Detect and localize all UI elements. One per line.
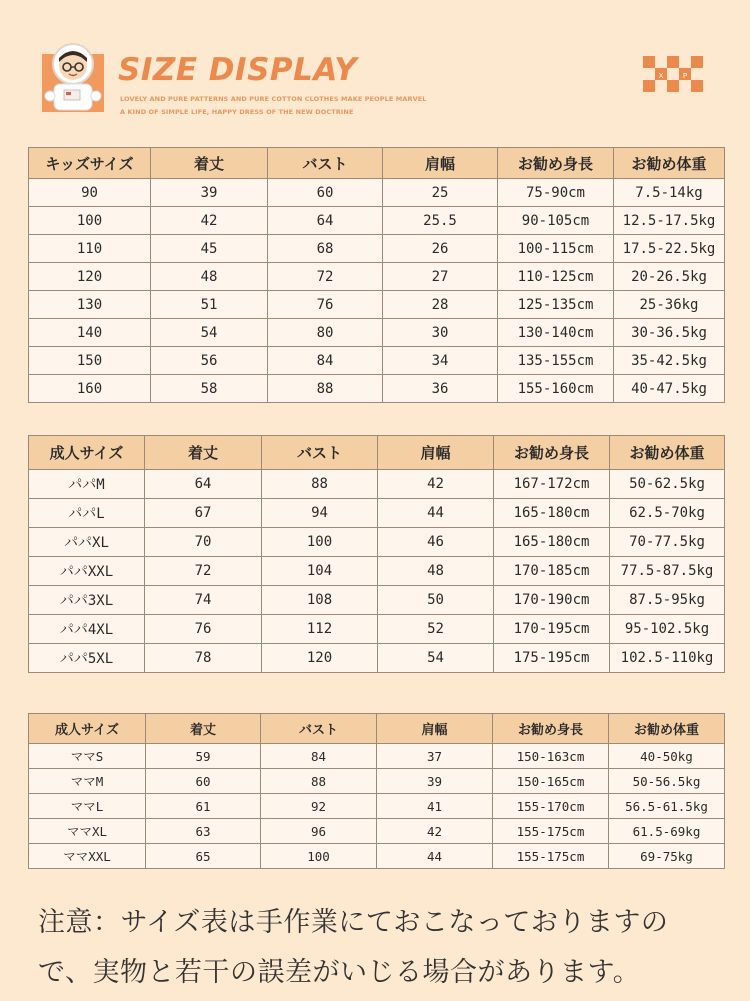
- table-row: [29, 844, 725, 869]
- table-cell: 165-180cm: [494, 528, 610, 557]
- table-cell: 84: [268, 347, 383, 375]
- table-header-row: [29, 436, 725, 470]
- table-cell: 110: [29, 235, 151, 263]
- table-cell: 50: [378, 586, 494, 615]
- table-cell: 90-105cm: [498, 207, 614, 235]
- table-cell: ママXXL: [29, 844, 146, 869]
- table-cell: 130-140cm: [498, 319, 614, 347]
- table-cell: パパXL: [29, 528, 145, 557]
- kids-size-table: [28, 147, 725, 403]
- table-cell: 44: [377, 844, 493, 869]
- table-cell: 170-185cm: [494, 557, 610, 586]
- column-header: お勧め身長: [498, 148, 614, 179]
- table-cell: 41: [377, 794, 493, 819]
- table-cell: 155-160cm: [498, 375, 614, 403]
- column-header: 着丈: [146, 714, 261, 744]
- column-header: お勧め体重: [614, 148, 725, 179]
- mama-size-table: [28, 713, 725, 869]
- column-header: 成人サイズ: [29, 436, 145, 470]
- table-cell: 44: [378, 499, 494, 528]
- brand-letter-p: P: [682, 72, 688, 80]
- table-cell: 40-50kg: [609, 744, 725, 769]
- table-cell: 64: [145, 470, 262, 499]
- column-header: お勧め身長: [494, 436, 610, 470]
- table-cell: パパM: [29, 470, 145, 499]
- table-cell: 72: [268, 263, 383, 291]
- column-header: キッズサイズ: [29, 148, 151, 179]
- note-line-2: で、実物と若干の誤差がいじる場合があります。: [38, 957, 641, 988]
- table-row: [29, 347, 725, 375]
- table-cell: パパ4XL: [29, 615, 145, 644]
- table-cell: 67: [145, 499, 262, 528]
- astronaut-logo-icon: [40, 40, 106, 114]
- table-cell: 26: [383, 235, 498, 263]
- table-cell: 155-170cm: [493, 794, 609, 819]
- table-cell: 76: [268, 291, 383, 319]
- table-cell: ママXL: [29, 819, 146, 844]
- table-row: [29, 470, 725, 499]
- table-cell: 30-36.5kg: [614, 319, 725, 347]
- table-cell: ママL: [29, 794, 146, 819]
- table-cell: 39: [151, 179, 268, 207]
- table-cell: 17.5-22.5kg: [614, 235, 725, 263]
- table-cell: 110-125cm: [498, 263, 614, 291]
- table-cell: 76: [145, 615, 262, 644]
- table-header-row: [29, 148, 725, 179]
- table-cell: 160: [29, 375, 151, 403]
- table-cell: 59: [146, 744, 261, 769]
- table-cell: パパL: [29, 499, 145, 528]
- table-cell: 51: [151, 291, 268, 319]
- table-cell: 78: [145, 644, 262, 673]
- table-cell: 50-56.5kg: [609, 769, 725, 794]
- table-cell: 52: [378, 615, 494, 644]
- table-cell: 100: [29, 207, 151, 235]
- table-cell: 170-190cm: [494, 586, 610, 615]
- table-cell: パパ5XL: [29, 644, 145, 673]
- table-cell: 35-42.5kg: [614, 347, 725, 375]
- table-cell: 88: [261, 769, 377, 794]
- column-header: お勧め体重: [609, 714, 725, 744]
- note-line-1: 注意：サイズ表は手作業にておこなっておりますの: [38, 907, 669, 938]
- table-cell: 39: [377, 769, 493, 794]
- column-header: お勧め体重: [610, 436, 725, 470]
- table-cell: 50-62.5kg: [610, 470, 725, 499]
- table-cell: 120: [262, 644, 378, 673]
- table-cell: 155-175cm: [493, 844, 609, 869]
- column-header: 肩幅: [383, 148, 498, 179]
- table-cell: 42: [378, 470, 494, 499]
- column-header: バスト: [262, 436, 378, 470]
- table-row: [29, 744, 725, 769]
- table-cell: 61: [146, 794, 261, 819]
- table-cell: 56: [151, 347, 268, 375]
- table-cell: 80: [268, 319, 383, 347]
- table-cell: 60: [146, 769, 261, 794]
- table-cell: 88: [262, 470, 378, 499]
- column-header: 着丈: [145, 436, 262, 470]
- table-cell: 68: [268, 235, 383, 263]
- table-row: [29, 794, 725, 819]
- papa-size-table: [28, 435, 725, 673]
- table-cell: 54: [151, 319, 268, 347]
- table-cell: 170-195cm: [494, 615, 610, 644]
- table-cell: 25.5: [383, 207, 498, 235]
- table-row: [29, 263, 725, 291]
- table-cell: 25: [383, 179, 498, 207]
- table-row: [29, 586, 725, 615]
- table-cell: 102.5-110kg: [610, 644, 725, 673]
- table-cell: 25-36kg: [614, 291, 725, 319]
- column-header: 肩幅: [377, 714, 493, 744]
- column-header: お勧め身長: [493, 714, 609, 744]
- table-cell: 42: [377, 819, 493, 844]
- column-header: 肩幅: [378, 436, 494, 470]
- table-cell: 56.5-61.5kg: [609, 794, 725, 819]
- column-header: バスト: [268, 148, 383, 179]
- table-cell: 36: [383, 375, 498, 403]
- table-row: [29, 319, 725, 347]
- table-row: [29, 179, 725, 207]
- table-row: [29, 819, 725, 844]
- table-cell: 95-102.5kg: [610, 615, 725, 644]
- table-cell: 63: [146, 819, 261, 844]
- table-cell: 28: [383, 291, 498, 319]
- table-cell: ママM: [29, 769, 146, 794]
- page-title: SIZE DISPLAY: [118, 52, 358, 88]
- table-cell: 150-163cm: [493, 744, 609, 769]
- table-cell: 90: [29, 179, 151, 207]
- table-row: [29, 291, 725, 319]
- table-row: [29, 207, 725, 235]
- table-cell: 70: [145, 528, 262, 557]
- table-cell: 155-175cm: [493, 819, 609, 844]
- table-cell: 120: [29, 263, 151, 291]
- table-cell: 48: [378, 557, 494, 586]
- table-cell: 42: [151, 207, 268, 235]
- table-row: [29, 644, 725, 673]
- table-row: [29, 769, 725, 794]
- table-cell: 135-155cm: [498, 347, 614, 375]
- table-cell: 88: [268, 375, 383, 403]
- brand-letter-x: X: [658, 72, 664, 80]
- table-cell: 75-90cm: [498, 179, 614, 207]
- table-cell: 92: [261, 794, 377, 819]
- table-cell: 20-26.5kg: [614, 263, 725, 291]
- table-cell: 65: [146, 844, 261, 869]
- header: [0, 0, 750, 140]
- table-cell: 64: [268, 207, 383, 235]
- table-cell: 40-47.5kg: [614, 375, 725, 403]
- table-cell: 34: [383, 347, 498, 375]
- table-cell: 12.5-17.5kg: [614, 207, 725, 235]
- table-cell: 104: [262, 557, 378, 586]
- table-cell: 96: [261, 819, 377, 844]
- table-row: [29, 499, 725, 528]
- column-header: バスト: [261, 714, 377, 744]
- table-cell: 74: [145, 586, 262, 615]
- table-cell: 60: [268, 179, 383, 207]
- table-header-row: [29, 714, 725, 744]
- table-cell: 84: [261, 744, 377, 769]
- table-cell: 54: [378, 644, 494, 673]
- table-cell: 150: [29, 347, 151, 375]
- tagline-1: LOVELY AND PURE PATTERNS AND PURE COTTON CLOTHES MAKE PEOPLE MARVEL: [120, 95, 427, 103]
- table-cell: 100: [262, 528, 378, 557]
- table-cell: 100-115cm: [498, 235, 614, 263]
- table-row: [29, 615, 725, 644]
- column-header: 着丈: [151, 148, 268, 179]
- table-cell: パパXXL: [29, 557, 145, 586]
- table-cell: 150-165cm: [493, 769, 609, 794]
- table-cell: 108: [262, 586, 378, 615]
- table-cell: 130: [29, 291, 151, 319]
- table-cell: 77.5-87.5kg: [610, 557, 725, 586]
- table-cell: 125-135cm: [498, 291, 614, 319]
- table-cell: 46: [378, 528, 494, 557]
- table-row: [29, 528, 725, 557]
- table-cell: 94: [262, 499, 378, 528]
- table-cell: 140: [29, 319, 151, 347]
- table-cell: 48: [151, 263, 268, 291]
- table-cell: 175-195cm: [494, 644, 610, 673]
- table-cell: 69-75kg: [609, 844, 725, 869]
- table-row: [29, 375, 725, 403]
- table-cell: 62.5-70kg: [610, 499, 725, 528]
- checker-brand-icon: [643, 56, 705, 94]
- table-cell: 27: [383, 263, 498, 291]
- table-cell: 167-172cm: [494, 470, 610, 499]
- table-row: [29, 557, 725, 586]
- tagline-2: A KIND OF SIMPLE LIFE, HAPPY DRESS OF THE NEW DOCTRINE: [120, 108, 354, 116]
- table-cell: 100: [261, 844, 377, 869]
- table-cell: 70-77.5kg: [610, 528, 725, 557]
- table-cell: 61.5-69kg: [609, 819, 725, 844]
- table-row: [29, 235, 725, 263]
- table-cell: 165-180cm: [494, 499, 610, 528]
- table-cell: 87.5-95kg: [610, 586, 725, 615]
- column-header: 成人サイズ: [29, 714, 146, 744]
- table-cell: 72: [145, 557, 262, 586]
- table-cell: パパ3XL: [29, 586, 145, 615]
- table-cell: 112: [262, 615, 378, 644]
- table-cell: 45: [151, 235, 268, 263]
- table-cell: 37: [377, 744, 493, 769]
- table-cell: 30: [383, 319, 498, 347]
- table-cell: 7.5-14kg: [614, 179, 725, 207]
- table-cell: ママS: [29, 744, 146, 769]
- table-cell: 58: [151, 375, 268, 403]
